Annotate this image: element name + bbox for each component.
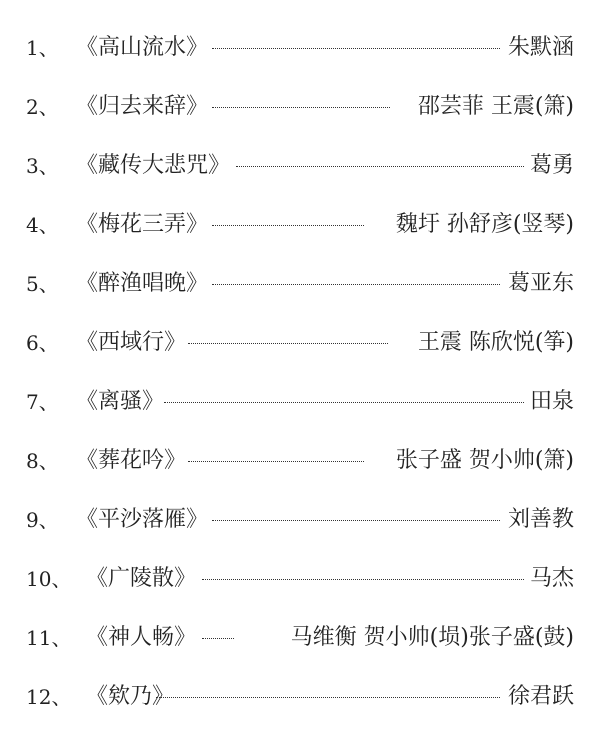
- piece-title: 《梅花三弄》: [76, 212, 209, 237]
- piece-title: 《藏传大悲咒》: [76, 153, 231, 178]
- item-number: 9、: [26, 508, 59, 532]
- program-item-6: [0, 321, 600, 365]
- dotted-leader: [188, 343, 388, 344]
- item-number: 1、: [26, 36, 59, 60]
- dotted-leader: [212, 48, 500, 49]
- item-number: 11、: [26, 626, 72, 650]
- dotted-leader: [212, 284, 500, 285]
- program-item-8: [0, 439, 600, 483]
- performer-names: 葛亚东: [507, 271, 574, 296]
- dotted-leader: [212, 107, 390, 108]
- performer-names: 刘善教: [507, 507, 574, 532]
- dotted-leader: [202, 638, 234, 639]
- item-number: 7、: [26, 390, 59, 414]
- performer-names: 邵芸菲 王震(箫): [417, 94, 574, 119]
- performer-names: 马杰: [529, 566, 574, 591]
- dotted-leader: [236, 166, 524, 167]
- dotted-leader: [202, 579, 524, 580]
- performer-names: 王震 陈欣悦(筝): [417, 330, 574, 355]
- piece-title: 《高山流水》: [76, 35, 209, 60]
- piece-title: 《归去来辞》: [76, 94, 209, 119]
- program-item-3: [0, 144, 600, 188]
- item-number: 5、: [26, 272, 59, 296]
- program-item-7: [0, 380, 600, 424]
- program-item-5: [0, 262, 600, 306]
- dotted-leader: [212, 520, 500, 521]
- item-number: 2、: [26, 95, 59, 119]
- performer-names: 朱默涵: [507, 35, 574, 60]
- item-number: 3、: [26, 154, 59, 178]
- program-item-11: [0, 616, 600, 660]
- performer-names: 张子盛 贺小帅(箫): [395, 448, 574, 473]
- performer-names: 徐君跃: [507, 684, 574, 709]
- item-number: 4、: [26, 213, 59, 237]
- program-item-2: [0, 85, 600, 129]
- performer-names: 魏圩 孙舒彦(竖琴): [395, 212, 574, 237]
- program-item-9: [0, 498, 600, 542]
- performer-names: 田泉: [529, 389, 574, 414]
- dotted-leader: [156, 697, 500, 698]
- piece-title: 《欸乃》: [86, 684, 175, 709]
- program-item-10: [0, 557, 600, 601]
- piece-title: 《醉渔唱晚》: [76, 271, 209, 296]
- piece-title: 《离骚》: [76, 389, 165, 414]
- item-number: 8、: [26, 449, 59, 473]
- item-number: 10、: [26, 567, 72, 591]
- dotted-leader: [164, 402, 524, 403]
- piece-title: 《西域行》: [76, 330, 187, 355]
- performer-names: 葛勇: [529, 153, 574, 178]
- piece-title: 《平沙落雁》: [76, 507, 209, 532]
- item-number: 6、: [26, 331, 59, 355]
- piece-title: 《葬花吟》: [76, 448, 187, 473]
- program-item-1: [0, 26, 600, 70]
- dotted-leader: [188, 461, 364, 462]
- program-item-12: [0, 675, 600, 719]
- program-item-4: [0, 203, 600, 247]
- piece-title: 《神人畅》: [86, 625, 197, 650]
- item-number: 12、: [26, 685, 72, 709]
- piece-title: 《广陵散》: [86, 566, 197, 591]
- performer-names: 马维衡 贺小帅(埙)张子盛(鼓): [290, 625, 574, 650]
- dotted-leader: [212, 225, 364, 226]
